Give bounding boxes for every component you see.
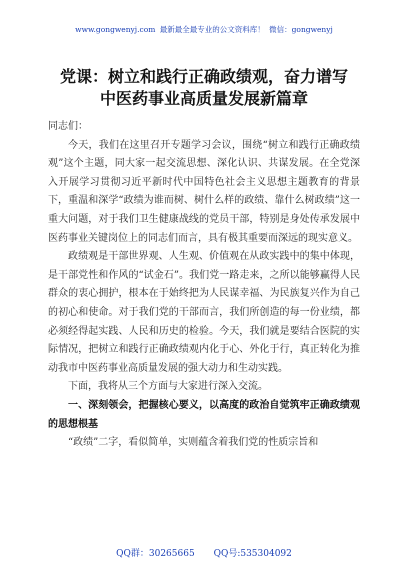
- greeting: 同志们：: [48, 121, 88, 132]
- paragraph-intro: 今天，我们在这里召开专题学习会议，围绕“树立和践行正确政绩观”这个主题，同大家一起交流思想、深化认识、共谋发展。在全党深入开展学习贯彻习近平新时代中国特色社会主义思想主题教育的背景下，重温和深学“政绩为谁而树、树什么样的政绩、靠什么树政绩”这一重大问题，对于我们卫生健康战线的党员干部，特别是身处传承发展中医药事业关键岗位上的同志们而言，具有极其重要而深远的现实意义。: [48, 139, 360, 244]
- paragraph-outline: 下面，我将从三个方面与大家进行深入交流。: [68, 381, 268, 393]
- site-slogan: 最新最全最专业的公文资料库！: [159, 25, 265, 34]
- qq-group: QQ群：30265665: [116, 549, 195, 559]
- title-line-2: 中医药事业高质量发展新篇章: [99, 89, 308, 108]
- title-line-1: 党课：树立和践行正确政绩观，奋力谱写: [59, 67, 348, 86]
- wechat-id: 微信：gongwenyj: [269, 25, 333, 34]
- page-footer: [0, 546, 408, 559]
- document-title: [40, 66, 368, 110]
- paragraph-performance-view: 政绩观是干部世界观、人生观、价值观在从政实践中的集中体现，是干部党性和作风的“试金石”。我们党一路走来，之所以能够赢得人民群众的衷心拥护，根本在于始终把为人民谋幸福、为民族复兴作为自己的初心和使命。对于我们党的干部而言，我们所创造的每一份业绩，都必须经得起实践、人民和历史的检验。今天，我们就是要结合医院的实际情况，把树立和践行正确政绩观内化于心、外化于行，真正转化为推动我市中医药事业高质量发展的强大动力和生动实践。: [48, 251, 360, 374]
- site-url-link[interactable]: www.gongwenyj.com: [75, 25, 156, 34]
- paragraph-section-1: “政绩”二字，看似简单，实则蕴含着我们党的性质宗旨和: [68, 437, 319, 449]
- section-heading-1: 一、深刻领会，把握核心要义，以高度的政治自觉筑牢正确政绩观的思想根基: [48, 399, 360, 430]
- document-body: [48, 118, 360, 453]
- qq-number: QQ号:535304092: [213, 549, 292, 559]
- site-header: [0, 24, 408, 35]
